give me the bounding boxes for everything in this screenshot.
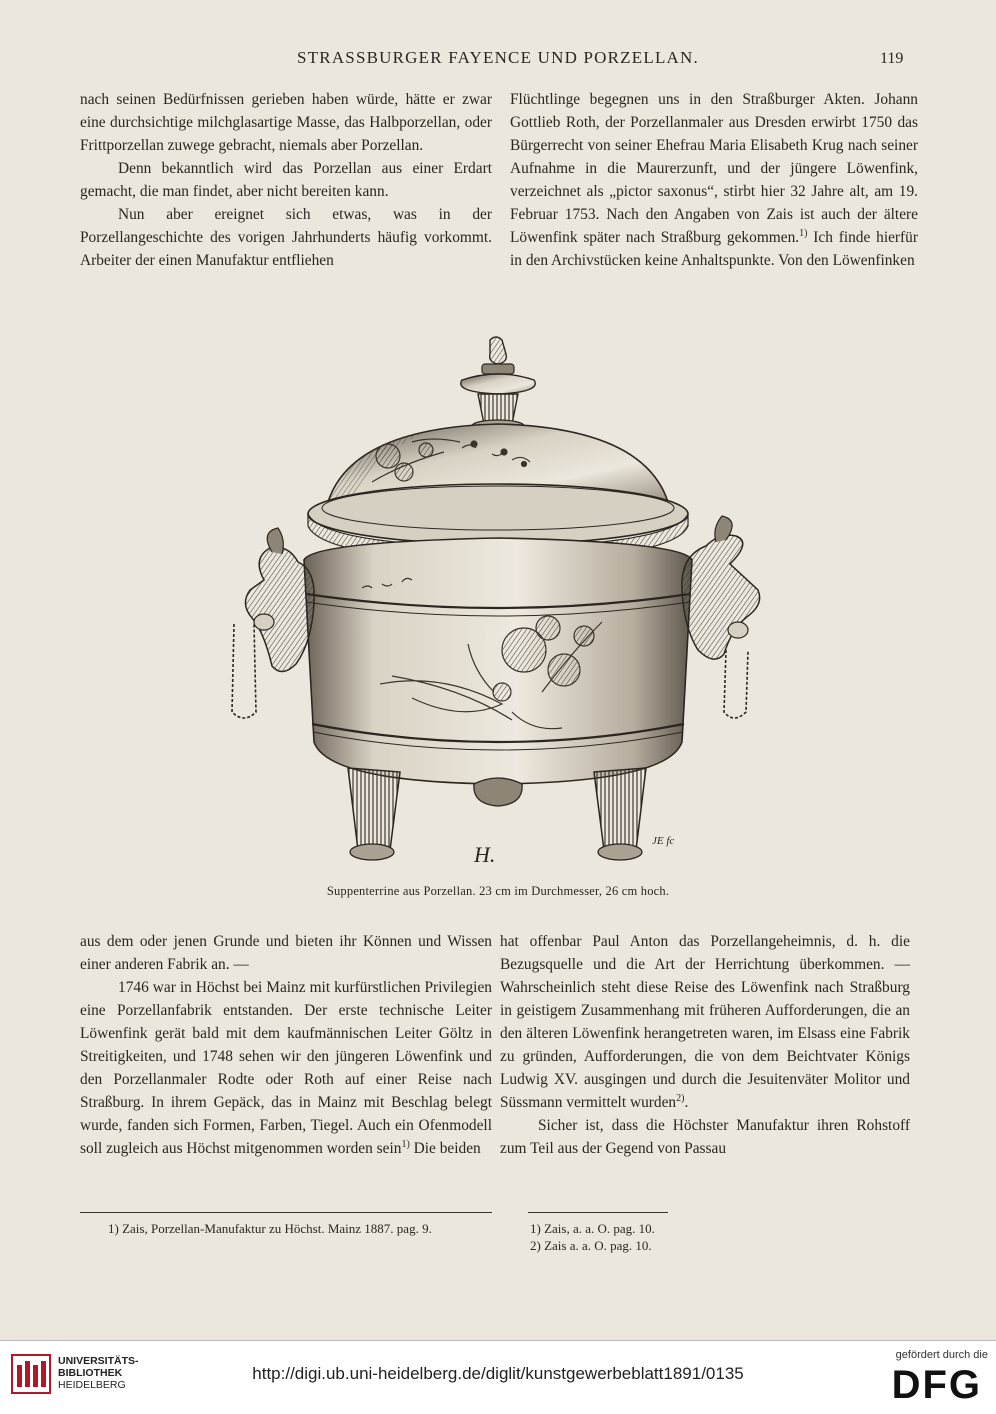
footnotes-left — [80, 1220, 492, 1237]
page-number: 119 — [880, 50, 904, 67]
permalink-url[interactable]: http://digi.ub.uni-heidelberg.de/diglit/kunstgewerbeblatt1891/0135 — [252, 1364, 744, 1383]
footnote: 1) Zais, Porzellan-Manufaktur zu Höchst. Mainz 1887. pag. 9. — [108, 1221, 432, 1236]
top-right-column — [510, 88, 918, 272]
right-ram-head-handle — [682, 516, 760, 718]
paragraph: aus dem oder jenen Grunde und bieten ihr Können und Wissen einer anderen Fabrik an. — — [80, 933, 492, 973]
bottom-left-column — [80, 930, 492, 1160]
paragraph: 1746 war in Höchst bei Mainz mit kurfürstlichen Privilegien eine Porzellanfabrik entstanden. Der erste technische Leiter Löwenfink gerät bald mit dem kaufmännischen Leiter Göltz in Streitigkeiten, und 1748 sehen wir den jüngeren Löwenfink und den Porzellanmaler Rodte oder Roth auf einer Reise nach Straßburg. In ihrem Gepäck, das in Mainz mit Beschlag belegt wurde, fanden sich Formen, Farben, Tiegel. Auch ein Ofenmodell soll zugleich aus Höchst mitgenommen worden sein$^{1)}$ Die beiden — [80, 979, 492, 1157]
bottom-right-column — [500, 930, 910, 1160]
paragraph: Nun aber ereignet sich etwas, was in der Porzellangeschichte des vorigen Jahrhunderts häufig vorkommt. Arbeiter der einen Manufaktur entfliehen — [80, 206, 492, 269]
footnote-marker: 2) — [676, 1092, 685, 1104]
lid-finial — [461, 337, 535, 432]
left-ram-head-handle — [232, 528, 314, 718]
soup-tureen-engraving — [212, 332, 782, 884]
footnote-marker: 1) — [799, 227, 808, 239]
engraver-signature: JE fc — [652, 835, 675, 847]
footnote-divider — [528, 1212, 668, 1213]
figure-caption: Suppenterrine aus Porzellan. 23 cm im Durchmesser, 26 cm hoch. — [326, 884, 670, 898]
funding-note: gefördert durch die — [895, 1349, 988, 1361]
footnote-marker: 1) — [401, 1138, 410, 1150]
dfg-logo: DFG — [891, 1363, 982, 1407]
library-name: UNIVERSITÄTS- BIBLIOTHEK HEIDELBERG — [58, 1355, 139, 1391]
paragraph: Flüchtlinge begegnen uns in den Straßburger Akten. Johann Gottlieb Roth, der Porzellanmaler aus Dresden erwirbt 1750 das Bürgerrecht von seiner Ehefrau Maria Elisabeth Krug nach seiner Aufnahme in die Maurerzunft, und der jüngere Löwenfink, verzeichnet als „pictor saxonus“, stirbt hier 32 Jahre alt, am 19. Februar 1753. Nach den Angaben von Zais ist auch der ältere Löwenfink später nach Straßburg gekommen.$^{1)}$ Ich finde hierfür in den Archivstücken keine Anhaltspunkte. Von den Löwenfinken — [510, 91, 918, 269]
top-left-column — [80, 88, 492, 272]
digitization-footer — [0, 1340, 996, 1414]
paragraph: Denn bekanntlich wird das Porzellan aus einer Erdart gemacht, die man findet, aber nicht bereiten kann. — [80, 160, 492, 200]
footnote: 2) Zais a. a. O. pag. 10. — [530, 1238, 652, 1253]
footnote-divider — [80, 1212, 492, 1213]
running-header-title: STRASSBURGER FAYENCE UND PORZELLAN. — [297, 48, 699, 67]
footnotes-right — [530, 1220, 910, 1254]
paragraph: nach seinen Bedürfnissen gerieben haben würde, hätte er zwar eine durchsichtige milchglasartige Masse, das Halbporzellan, oder Frittporzellan zuwege gebracht, niemals aber Porzellan. — [80, 91, 492, 154]
tureen-feet — [348, 768, 646, 860]
paragraph: Sicher ist, dass die Höchster Manufaktur ihren Rohstoff zum Teil aus der Gegend von Passau — [500, 1117, 910, 1157]
tureen-body — [304, 538, 692, 784]
engraving-monogram: H. — [474, 842, 496, 867]
footnote: 1) Zais, a. a. O. pag. 10. — [530, 1221, 655, 1236]
paragraph: hat offenbar Paul Anton das Porzellangeheimnis, d. h. die Bezugsquelle und die Art der Herrichtung überkommen. — Wahrscheinlich steht diese Reise des Löwenfink nach Straßburg in geistigem Zusammenhang mit früheren Aufforderungen, die an den älteren Löwenfink herangetreten waren, im Elsass eine Fabrik zu gründen, Aufforderungen, die von dem Beichtvater Königs Ludwig XV. ausgingen und durch die Jesuitenväter Molitor und Süssmann vermittelt wurden$^{2)}$. — [500, 933, 910, 1111]
